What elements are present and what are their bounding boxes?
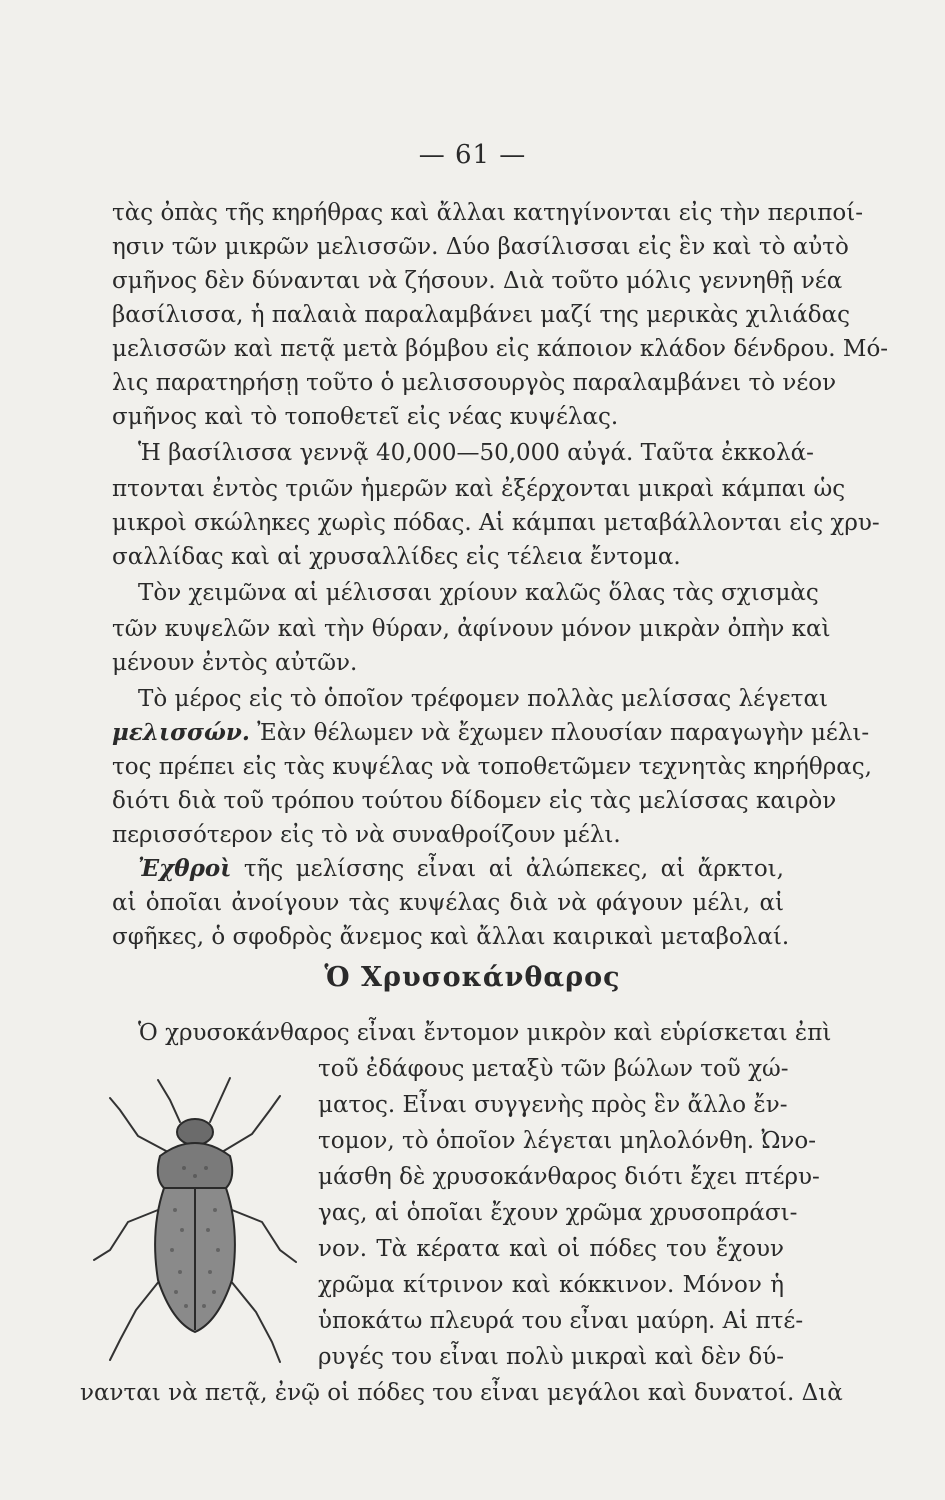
text-line: σμῆνος δὲν δύνανται νὰ ζήσουν. Διὰ τοῦτο μόλις γεννηθῇ νέα [112, 268, 843, 294]
text-line: Τὸ μέρος εἰς τὸ ὁποῖον τρέφομεν πολλὰς μελίσσας λέγεται [138, 686, 829, 712]
text-line: πτονται ἐντὸς τριῶν ἡμερῶν καὶ ἐξέρχονται μικραὶ κάμπαι ὡς [112, 476, 846, 502]
text-line: διότι διὰ τοῦ τρόπου τούτου δίδομεν εἰς τὰς μελίσσας καιρὸν [112, 788, 837, 814]
text-line: βασίλισσα, ἡ παλαιὰ παραλαμβάνει μαζί της μερικὰς χιλιάδας [112, 302, 851, 328]
text-line [112, 716, 870, 750]
text-line: νον. Τὰ κέρατα καὶ οἱ πόδες του ἔχουν [318, 1236, 784, 1262]
text-span: Ἐὰν θέλωμεν νὰ ἔχωμεν πλουσίαν παραγωγὴν μέλι- [249, 720, 870, 746]
section-heading: Ὁ Χρυσοκάνθαρος [324, 962, 621, 993]
text-line: μελισσῶν καὶ πετᾷ μετὰ βόμβου εἰς κάποιον κλάδον δένδρου. Μό- [112, 336, 889, 362]
text-line: γας, αἱ ὁποῖαι ἔχουν χρῶμα χρυσοπράσι- [318, 1200, 798, 1226]
text-line: σαλλίδας καὶ αἱ χρυσαλλίδες εἰς τέλεια ἔντομα. [112, 544, 681, 570]
text-line: λις παρατηρήσῃ τοῦτο ὁ μελισσουργὸς παραλαμβάνει τὸ νέον [112, 370, 837, 396]
text-line: Ὁ χρυσοκάνθαρος εἶναι ἔντομον μικρὸν καὶ εὑρίσκεται ἐπὶ [138, 1020, 832, 1046]
text-line: μένουν ἐντὸς αὐτῶν. [112, 650, 358, 676]
text-line: Ἡ βασίλισσα γεννᾷ 40,000—50,000 αὐγά. Ταῦτα ἐκκολά- [138, 440, 814, 466]
text-line: περισσότερον εἰς τὸ νὰ συναθροίζουν μέλι. [112, 822, 621, 848]
text-line: μάσθη δὲ χρυσοκάνθαρος διότι ἔχει πτέρυ- [318, 1164, 820, 1190]
text-line: τομον, τὸ ὁποῖον λέγεται μηλολόνθη. Ὠνο- [318, 1128, 817, 1154]
text-span: τῆς μελίσσης εἶναι αἱ ἀλώπεκες, αἱ ἄρκτοι, [231, 856, 784, 882]
text-line: σφῆκες, ὁ σφοδρὸς ἄνεμος καὶ ἄλλαι καιρικαὶ μεταβολαί. [112, 924, 790, 950]
text-line: τος πρέπει εἰς τὰς κυψέλας νὰ τοποθετῶμεν τεχνητὰς κηρήθρας, [112, 754, 872, 780]
text-line: αἱ ὁποῖαι ἀνοίγουν τὰς κυψέλας διὰ νὰ φάγουν μέλι, αἱ [112, 890, 784, 916]
text-line: τὰς ὀπὰς τῆς κηρήθρας καὶ ἄλλαι κατηγίνονται εἰς τὴν περιποί- [112, 200, 863, 226]
text-line: Τὸν χειμῶνα αἱ μέλισσαι χρίουν καλῶς ὅλας τὰς σχισμὰς [138, 580, 819, 606]
text-line: ρυγές του εἶναι πολὺ μικραὶ καὶ δὲν δύ- [318, 1344, 784, 1370]
text-line: ησιν τῶν μικρῶν μελισσῶν. Δύο βασίλισσαι εἰς ἓν καὶ τὸ αὐτὸ [112, 234, 849, 260]
beetle-illustration [80, 1060, 310, 1380]
text-line: ματος. Εἶναι συγγενὴς πρὸς ἓν ἄλλο ἔν- [318, 1092, 788, 1118]
text-line [138, 852, 784, 886]
term-echthroi: Ἐχθροὶ [138, 855, 232, 882]
term-melisson: μελισσών. [112, 719, 250, 746]
text-line: τοῦ ἐδάφους μεταξὺ τῶν βώλων τοῦ χώ- [318, 1056, 789, 1082]
text-line: μικροὶ σκώληκες χωρὶς πόδας. Αἱ κάμπαι μεταβάλλονται εἰς χρυ- [112, 510, 880, 536]
text-line: χρῶμα κίτρινον καὶ κόκκινον. Μόνον ἡ [318, 1272, 784, 1298]
text-line: τῶν κυψελῶν καὶ τὴν θύραν, ἀφίνουν μόνον μικρὰν ὀπὴν καὶ [112, 616, 831, 642]
text-line: νανται νὰ πετᾷ, ἐνῷ οἱ πόδες του εἶναι μεγάλοι καὶ δυνατοί. Διὰ [80, 1380, 843, 1406]
text-line: σμῆνος καὶ τὸ τοποθετεῖ εἰς νέας κυψέλας. [112, 404, 619, 430]
page-number: — 61 — [418, 140, 527, 170]
text-line: ὑποκάτω πλευρά του εἶναι μαύρη. Αἱ πτέ- [318, 1308, 804, 1334]
